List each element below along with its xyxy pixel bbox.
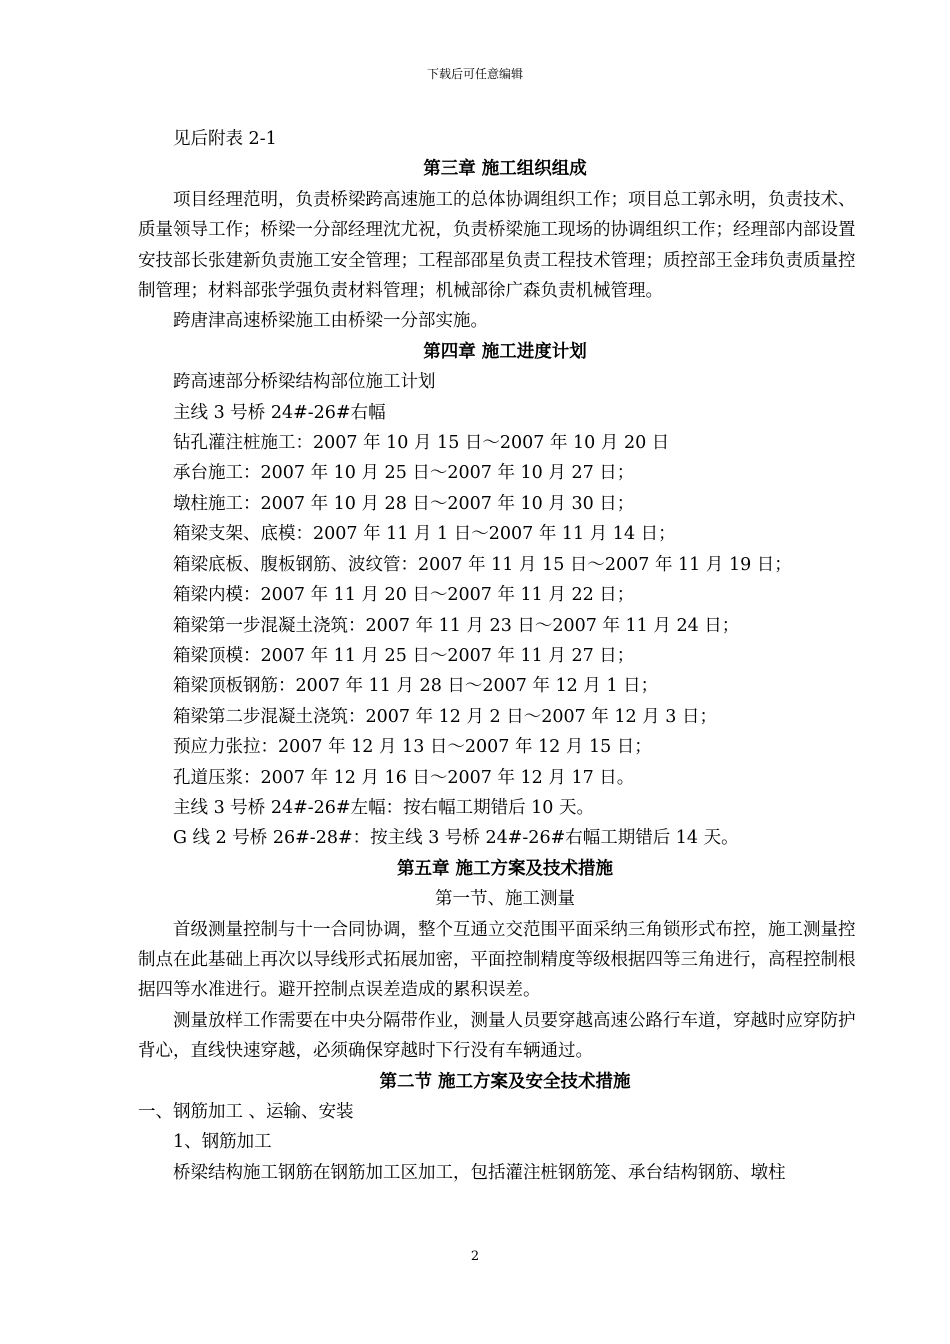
schedule-line: 箱梁底板、腹板钢筋、波纹管：2007 年 11 月 15 日～2007 年 11 月 19 日； xyxy=(173,554,792,575)
chapter3-paragraph-1: 项目经理范明，负责桥梁跨高速施工的总体协调组织工作；项目总工郭永明，负责技术、质量领导工作；桥梁一分部经理沈尤祝，负责桥梁施工现场的协调组织工作；经理部内部设置安技部长张建新负责施工安全管理；工程部邵星负责工程技术管理；质控部王金玮负责质量控制管理；材料部张学强负责材料管理；机械部徐广森负责机械管理。 xyxy=(138,189,856,302)
page-header: 下载后可任意编辑 xyxy=(426,67,523,81)
section2-item-1-1: 1、钢筋加工 xyxy=(173,1132,272,1153)
section1-title: 第一节、施工测量 xyxy=(435,889,575,910)
document-body xyxy=(138,124,872,1188)
section2-title: 第二节 施工方案及安全技术措施 xyxy=(379,1071,631,1092)
schedule-line: 箱梁第二步混凝土浇筑：2007 年 12 月 2 日～2007 年 12 月 3 日； xyxy=(173,706,718,727)
section2-paragraph-1: 桥梁结构施工钢筋在钢筋加工区加工，包括灌注桩钢筋笼、承台结构钢筋、墩柱 xyxy=(173,1162,786,1183)
section1-paragraph-2: 测量放样工作需要在中央分隔带作业，测量人员要穿越高速公路行车道，穿越时应穿防护背心，直线快速穿越，必须确保穿越时下行没有车辆通过。 xyxy=(138,1010,856,1062)
schedule-line: 跨高速部分桥梁结构部位施工计划 xyxy=(173,372,436,393)
schedule-line: 承台施工：2007 年 10 月 25 日～2007 年 10 月 27 日； xyxy=(173,463,635,484)
schedule-line: 孔道压浆：2007 年 12 月 16 日～2007 年 12 月 17 日。 xyxy=(173,767,635,788)
schedule-line: 主线 3 号桥 24#-26#右幅 xyxy=(173,402,386,423)
schedule-line: 墩柱施工：2007 年 10 月 28 日～2007 年 10 月 30 日； xyxy=(173,493,635,514)
chapter5-title: 第五章 施工方案及技术措施 xyxy=(396,858,614,879)
schedule-line: G 线 2 号桥 26#-28#：按主线 3 号桥 24#-26#右幅工期错后 14 天。 xyxy=(173,828,739,849)
page-number: 2 xyxy=(470,1249,480,1264)
section2-item-1: 一、钢筋加工 、运输、安装 xyxy=(138,1102,354,1122)
section1-paragraph-1: 首级测量控制与十一合同协调，整个互通立交范围平面采纳三角锁形式布控，施工测量控制点在此基础上再次以导线形式拓展加密，平面控制精度等级根据四等三角进行，高程控制根据四等水准进行。避开控制点误差造成的累积误差。 xyxy=(138,919,856,1001)
schedule-line: 预应力张拉：2007 年 12 月 13 日～2007 年 12 月 15 日； xyxy=(173,737,652,758)
table-reference: 见后附表 2-1 xyxy=(173,129,277,149)
schedule-line: 箱梁顶模：2007 年 11 月 25 日～2007 年 11 月 27 日； xyxy=(173,645,635,666)
chapter4-title: 第四章 施工进度计划 xyxy=(423,341,587,362)
schedule-line: 箱梁顶板钢筋：2007 年 11 月 28 日～2007 年 12 月 1 日； xyxy=(173,676,659,697)
schedule-line: 主线 3 号桥 24#-26#左幅：按右幅工期错后 10 天。 xyxy=(173,797,594,818)
schedule-line: 钻孔灌注桩施工：2007 年 10 月 15 日～2007 年 10 月 20 日 xyxy=(173,433,670,454)
chapter3-paragraph-2: 跨唐津高速桥梁施工由桥梁一分部实施。 xyxy=(173,311,488,332)
schedule-line: 箱梁第一步混凝土浇筑：2007 年 11 月 23 日～2007 年 11 月 24 日； xyxy=(173,615,740,636)
schedule-line: 箱梁支架、底模：2007 年 11 月 1 日～2007 年 11 月 14 日； xyxy=(173,524,676,545)
chapter3-title: 第三章 施工组织组成 xyxy=(423,159,587,180)
schedule-line: 箱梁内模：2007 年 11 月 20 日～2007 年 11 月 22 日； xyxy=(173,585,635,606)
